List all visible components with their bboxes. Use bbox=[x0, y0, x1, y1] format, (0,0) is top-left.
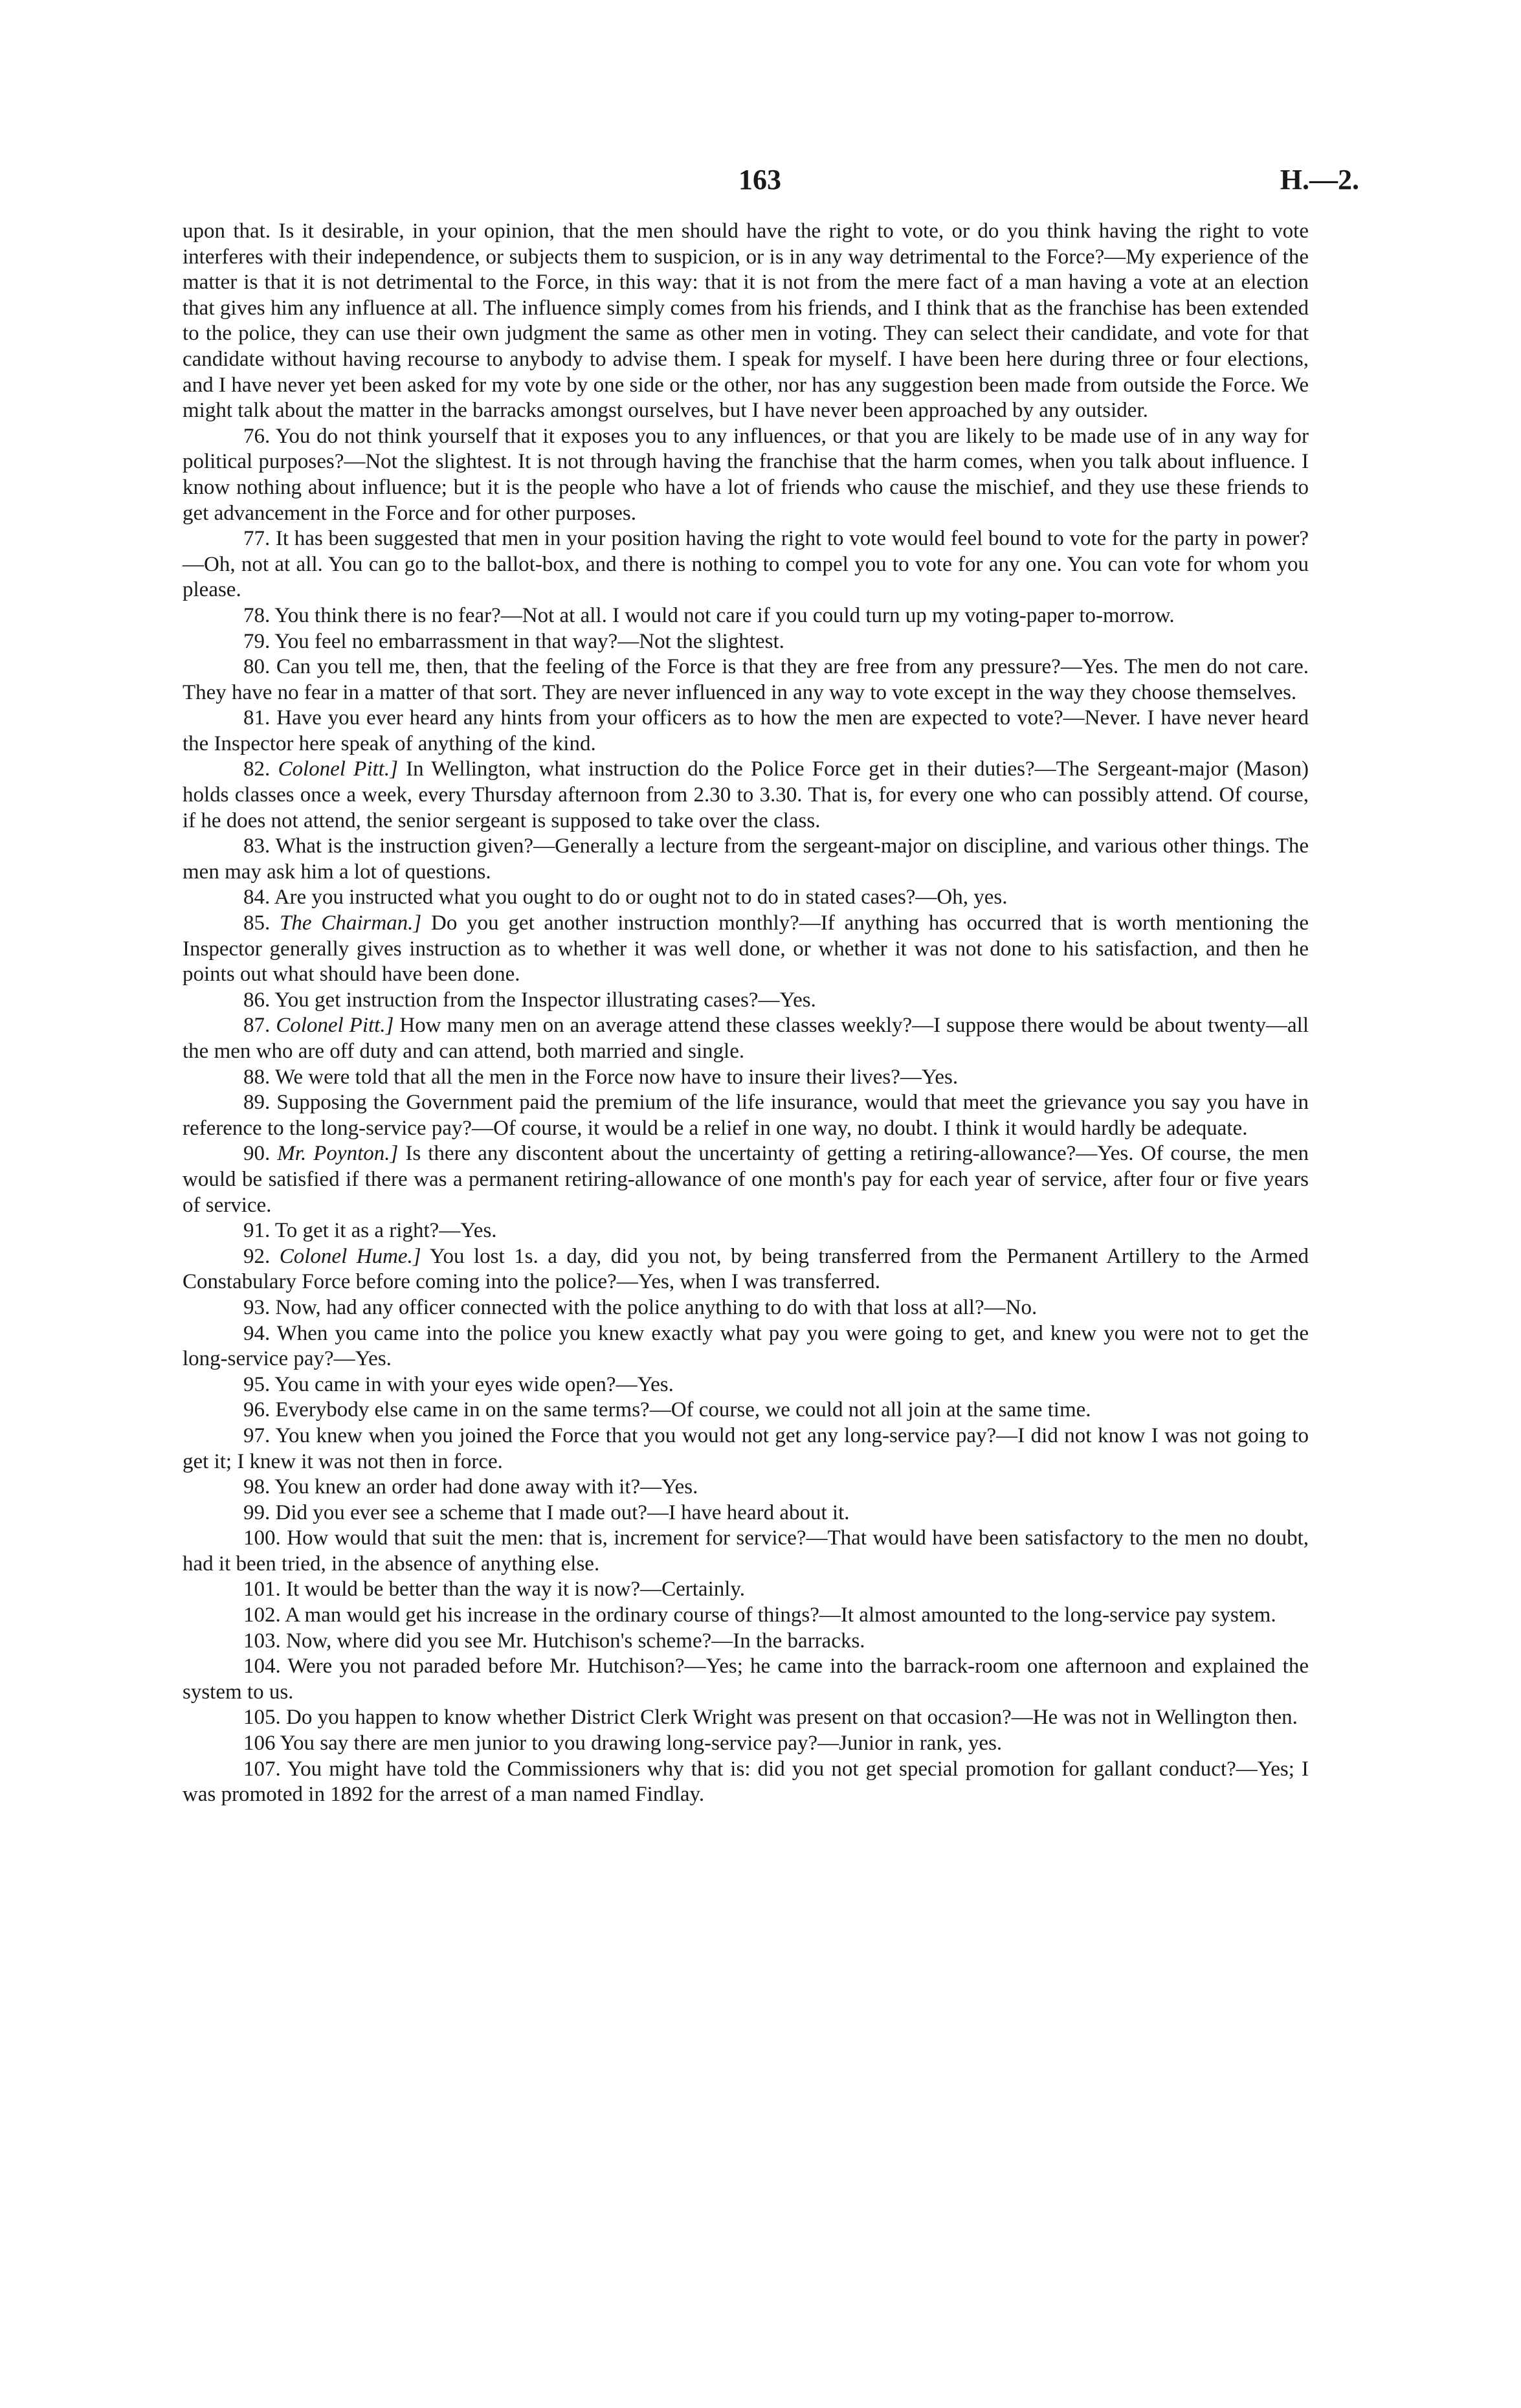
question-paragraph bbox=[183, 1526, 1309, 1577]
question-number: 82. bbox=[243, 757, 271, 781]
speaker-name: Mr. Poynton.] bbox=[277, 1142, 399, 1166]
question-paragraph bbox=[183, 1757, 1309, 1808]
question-number: 80. bbox=[243, 655, 271, 679]
question-number: 103. bbox=[243, 1629, 281, 1653]
question-paragraph bbox=[183, 1475, 1309, 1500]
question-paragraph bbox=[183, 1321, 1309, 1372]
question-number: 100. bbox=[243, 1526, 281, 1550]
question-text: Now, where did you see Mr. Hutchison's scheme?—In the barracks. bbox=[286, 1629, 865, 1653]
question-paragraph bbox=[183, 885, 1309, 911]
question-text: To get it as a right?—Yes. bbox=[274, 1219, 497, 1243]
question-text: Now, had any officer connected with the police anything to do with that loss at all?—No. bbox=[275, 1295, 1038, 1319]
question-paragraph bbox=[183, 603, 1309, 629]
question-number: 94. bbox=[243, 1321, 271, 1345]
page-number: 163 bbox=[738, 164, 781, 195]
question-text: When you came into the police you knew exactly what pay you were going to get, and knew you were not to get the long-service pay?—Yes. bbox=[183, 1321, 1309, 1371]
question-paragraph bbox=[183, 1577, 1309, 1603]
question-number: 76. bbox=[243, 424, 271, 448]
question-text: You knew when you joined the Force that you would not get any long-service pay?—I did not know I was not going to get it; I knew it was not then in force. bbox=[183, 1423, 1309, 1473]
question-number: 105. bbox=[243, 1706, 281, 1730]
question-number: 85. bbox=[243, 911, 271, 935]
question-paragraph bbox=[183, 1065, 1309, 1091]
question-text: Were you not paraded before Mr. Hutchison?—Yes; he came into the barrack-room one afternoon and explained the system to us. bbox=[183, 1655, 1309, 1704]
question-paragraph bbox=[183, 988, 1309, 1014]
question-paragraph bbox=[183, 1500, 1309, 1526]
document-code: H.—2. bbox=[1280, 164, 1359, 195]
speaker-name: The Chairman.] bbox=[280, 911, 422, 935]
question-text: Supposing the Government paid the premium of the life insurance, would that meet the grievance you say you have in reference to the long-service pay?—Of course, it would be a relief in one way, no doubt. I think it would hardly be adequate. bbox=[183, 1091, 1309, 1140]
question-number: 97. bbox=[243, 1423, 271, 1447]
question-paragraph bbox=[183, 1603, 1309, 1629]
question-text: Can you tell me, then, that the feeling of the Force is that they are free from any pressure?—Yes. The men do not care. They have no fear in a matter of that sort. They are never influenced in any way to vote except in the way they choose themselves. bbox=[183, 655, 1309, 704]
question-text: You knew an order had done away with it?—Yes. bbox=[274, 1475, 698, 1499]
question-paragraph bbox=[183, 1372, 1309, 1398]
question-number: 84. bbox=[243, 886, 271, 909]
question-text: How would that suit the men: that is, increment for service?—That would have been satisfactory to the men no doubt, had it been tried, in the absence of anything else. bbox=[183, 1526, 1309, 1576]
question-paragraph bbox=[183, 1218, 1309, 1244]
question-paragraph bbox=[183, 1423, 1309, 1475]
question-paragraph bbox=[183, 1705, 1309, 1731]
question-number: 91. bbox=[243, 1219, 271, 1243]
speaker-name: Colonel Pitt.] bbox=[278, 757, 398, 781]
question-text: What is the instruction given?—Generally a lecture from the sergeant-major on discipline, and various other things. The men may ask him a lot of questions. bbox=[183, 834, 1309, 884]
question-text: In Wellington, what instruction do the Police Force get in their duties?—The Sergeant-major (Mason) holds classes once a week, every Thursday afternoon from 2.30 to 3.30. That is, for every one who can possibly attend. Of course, if he does not attend, the senior sergeant is supposed to take over the class. bbox=[183, 757, 1309, 832]
question-number: 101. bbox=[243, 1577, 281, 1601]
question-text: A man would get his increase in the ordinary course of things?—It almost amounted to the long-service pay system. bbox=[285, 1603, 1276, 1627]
question-number: 77. bbox=[243, 527, 271, 551]
question-text: You get instruction from the Inspector illustrating cases?—Yes. bbox=[274, 988, 816, 1012]
question-text: You do not think yourself that it exposes you to any influences, or that you are likely to be made use of in any way for political purposes?—Not the slightest. It is not through having the franchise that the harm comes, when you talk about influence. I know nothing about influence; but it is the people who have a lot of friends who cause the mischief, and they use these friends to get advancement in the Force and for other purposes. bbox=[183, 424, 1309, 525]
opening-paragraph: upon that. Is it desirable, in your opinion, that the men should have the right to vote, or do you think having the right to vote interferes with their independence, or subjects them to suspicion, or is in any way detrimental to the Force?—My experience of the matter is that it is not detrimental to the Force, in this way: that it is not from the mere fact of a man having a vote at an election that gives him any influence at all. The influence simply comes from his friends, and I think that as the franchise has been extended to the police, they can use their own judgment the same as other men in voting. They can select their candidate, and vote for that candidate without having recourse to anybody to advise them. I speak for myself. I have been here during three or four elections, and I have never yet been asked for my vote by one side or the other, nor has any suggestion been made from outside the Force. We might talk about the matter in the barracks amongst ourselves, but I have never been approached by any outsider. bbox=[183, 219, 1309, 423]
question-text: How many men on an average attend these classes weekly?—I suppose there would be about twenty—all the men who are off duty and can attend, both married and single. bbox=[183, 1014, 1309, 1063]
question-paragraph bbox=[183, 1244, 1309, 1295]
body-text bbox=[183, 219, 1309, 1808]
question-number: 79. bbox=[243, 629, 271, 653]
question-text: It would be better than the way it is now?—Certainly. bbox=[286, 1577, 746, 1601]
question-text: Everybody else came in on the same terms?—Of course, we could not all join at the same time. bbox=[275, 1398, 1091, 1422]
question-number: 86. bbox=[243, 988, 271, 1012]
question-paragraph bbox=[183, 1654, 1309, 1705]
question-number: 88. bbox=[243, 1065, 271, 1089]
question-number: 90. bbox=[243, 1142, 271, 1166]
question-text: You might have told the Commissioners why that is: did you not get special promotion for gallant conduct?—Yes; I was promoted in 1892 for the arrest of a man named Findlay. bbox=[183, 1757, 1309, 1807]
question-number: 96. bbox=[243, 1398, 271, 1422]
question-paragraph bbox=[183, 706, 1309, 757]
question-number: 83. bbox=[243, 834, 271, 858]
question-paragraph bbox=[183, 1141, 1309, 1218]
question-text: We were told that all the men in the Force now have to insure their lives?—Yes. bbox=[274, 1065, 959, 1089]
question-paragraph bbox=[183, 834, 1309, 885]
question-text: Did you ever see a scheme that I made out?—I have heard about it. bbox=[275, 1500, 850, 1524]
question-number: 93. bbox=[243, 1295, 271, 1319]
question-paragraph bbox=[183, 424, 1309, 526]
question-paragraph bbox=[183, 1731, 1309, 1757]
question-text: It has been suggested that men in your position having the right to vote would feel bound to vote for the party in power?—Oh, not at all. You can go to the ballot-box, and there is nothing to compel you to vote for any one. You can vote for whom you please. bbox=[183, 527, 1309, 602]
question-number: 104. bbox=[243, 1655, 281, 1678]
question-number: 98. bbox=[243, 1475, 271, 1499]
question-paragraph bbox=[183, 629, 1309, 655]
question-paragraph bbox=[183, 1295, 1309, 1321]
question-number: 107. bbox=[243, 1757, 281, 1781]
question-text: Have you ever heard any hints from your officers as to how the men are expected to vote?—Never. I have never heard the Inspector here speak of anything of the kind. bbox=[183, 706, 1309, 755]
question-number: 102. bbox=[243, 1603, 281, 1627]
speaker-name: Colonel Pitt.] bbox=[276, 1014, 394, 1038]
question-number: 99. bbox=[243, 1500, 271, 1524]
question-text: You lost 1s. a day, did you not, by being transferred from the Permanent Artillery to the Armed Constabulary Force before coming into the police?—Yes, when I was transferred. bbox=[183, 1244, 1309, 1294]
question-number: 95. bbox=[243, 1372, 271, 1396]
question-paragraph bbox=[183, 654, 1309, 706]
question-paragraph bbox=[183, 1013, 1309, 1064]
question-text: Do you get another instruction monthly?—If anything has occurred that is worth mentioning the Inspector generally gives instruction as to whether it was well done, or whether it was not done to his satisfaction, and then he points out what should have been done. bbox=[183, 911, 1309, 987]
question-number: 87. bbox=[243, 1014, 271, 1038]
question-number: 106 bbox=[243, 1732, 276, 1756]
question-text: Are you instructed what you ought to do or ought not to do in stated cases?—Oh, yes. bbox=[274, 886, 1008, 909]
speaker-name: Colonel Hume.] bbox=[279, 1244, 421, 1268]
question-text: You feel no embarrassment in that way?—Not the slightest. bbox=[274, 629, 784, 653]
question-number: 89. bbox=[243, 1091, 271, 1115]
question-text: You say there are men junior to you drawing long-service pay?—Junior in rank, yes. bbox=[280, 1732, 1003, 1756]
question-text: You think there is no fear?—Not at all. I would not care if you could turn up my voting-paper to-morrow. bbox=[274, 603, 1175, 627]
question-text: You came in with your eyes wide open?—Yes. bbox=[274, 1372, 674, 1396]
question-number: 92. bbox=[243, 1244, 271, 1268]
question-number: 78. bbox=[243, 603, 271, 627]
page-header bbox=[183, 163, 1359, 202]
question-paragraph bbox=[183, 1629, 1309, 1655]
question-paragraph bbox=[183, 1398, 1309, 1423]
question-text: Do you happen to know whether District Clerk Wright was present on that occasion?—He was not in Wellington then. bbox=[286, 1706, 1298, 1730]
question-paragraph bbox=[183, 911, 1309, 988]
question-paragraph bbox=[183, 1090, 1309, 1141]
question-number: 81. bbox=[243, 706, 271, 730]
question-paragraph bbox=[183, 526, 1309, 603]
question-paragraph bbox=[183, 757, 1309, 834]
question-text: Is there any discontent about the uncertainty of getting a retiring-allowance?—Yes. Of course, the men would be satisfied if there was a permanent retiring-allowance of one month's pay for each year of service, after four or five years of service. bbox=[183, 1142, 1309, 1217]
